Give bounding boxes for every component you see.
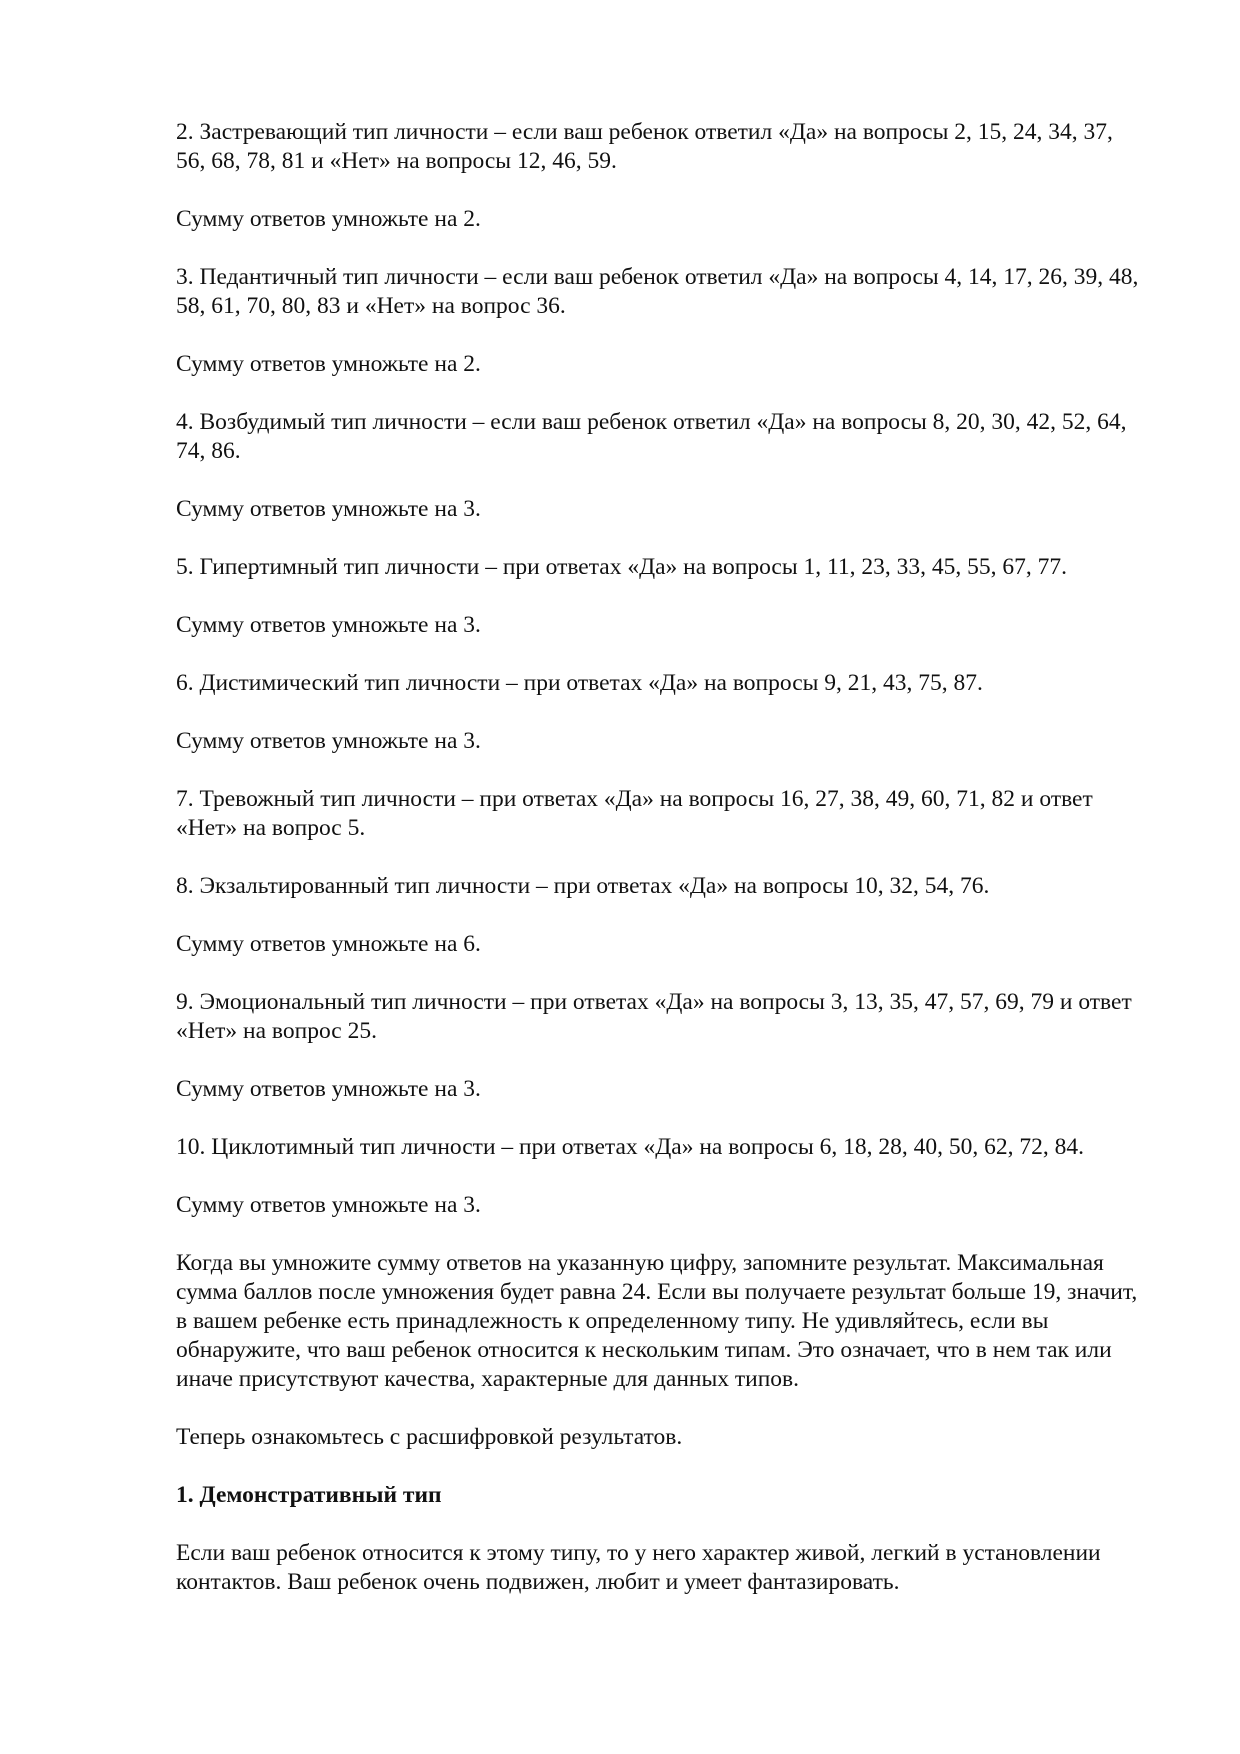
paragraph-type-9: 9. Эмоциональный тип личности – при ответах «Да» на вопросы 3, 13, 35, 47, 57, 69, 79 и ответ «Нет» на вопрос 25. xyxy=(176,989,1132,1044)
paragraph-type-5: 5. Гипертимный тип личности – при ответах «Да» на вопросы 1, 11, 23, 33, 45, 55, 67, 77. xyxy=(176,554,1068,580)
multiplier-note: Сумму ответов умножьте на 3. xyxy=(176,728,481,754)
multiplier-note: Сумму ответов умножьте на 2. xyxy=(176,351,481,377)
paragraph-type-6: 6. Дистимический тип личности – при ответах «Да» на вопросы 9, 21, 43, 75, 87. xyxy=(176,670,983,696)
demonstrative-type-description: Если ваш ребенок относится к этому типу, то у него характер живой, легкий в установлении контактов. Ваш ребенок очень подвижен, любит и умеет фантазировать. xyxy=(176,1540,1101,1595)
paragraph-type-4: 4. Возбудимый тип личности – если ваш ребенок ответил «Да» на вопросы 8, 20, 30, 42, 52, 64, 74, 86. xyxy=(176,409,1127,464)
multiplier-note: Сумму ответов умножьте на 3. xyxy=(176,496,481,522)
multiplier-note: Сумму ответов умножьте на 6. xyxy=(176,931,481,957)
document-page xyxy=(176,118,1146,1626)
paragraph-type-2: 2. Застревающий тип личности – если ваш ребенок ответил «Да» на вопросы 2, 15, 24, 34, 37, 56, 68, 78, 81 и «Нет» на вопросы 12, 46, 59. xyxy=(176,119,1113,174)
multiplier-note: Сумму ответов умножьте на 3. xyxy=(176,1192,481,1218)
section-heading: 1. Демонстративный тип xyxy=(176,1482,442,1508)
multiplier-note: Сумму ответов умножьте на 3. xyxy=(176,612,481,638)
decoding-intro: Теперь ознакомьтесь с расшифровкой результатов. xyxy=(176,1424,683,1450)
paragraph-type-10: 10. Циклотимный тип личности – при ответах «Да» на вопросы 6, 18, 28, 40, 50, 62, 72, 84. xyxy=(176,1134,1085,1160)
multiplier-note: Сумму ответов умножьте на 3. xyxy=(176,1076,481,1102)
paragraph-type-7: 7. Тревожный тип личности – при ответах «Да» на вопросы 16, 27, 38, 49, 60, 71, 82 и ответ «Нет» на вопрос 5. xyxy=(176,786,1093,841)
multiplier-note: Сумму ответов умножьте на 2. xyxy=(176,206,481,232)
results-explanation: Когда вы умножите сумму ответов на указанную цифру, запомните результат. Максимальная сумма баллов после умножения будет равна 24. Если вы получаете результат больше 19, значит, в вашем ребенке есть принадлежность к определенному типу. Не удивляйтесь, если вы обнаружите, что ваш ребенок относится к нескольким типам. Это означает, что в нем так или иначе присутствуют качества, характерные для данных типов. xyxy=(176,1250,1138,1392)
paragraph-type-3: 3. Педантичный тип личности – если ваш ребенок ответил «Да» на вопросы 4, 14, 17, 26, 39, 48, 58, 61, 70, 80, 83 и «Нет» на вопрос 36. xyxy=(176,264,1139,319)
paragraph-type-8: 8. Экзальтированный тип личности – при ответах «Да» на вопросы 10, 32, 54, 76. xyxy=(176,873,990,899)
